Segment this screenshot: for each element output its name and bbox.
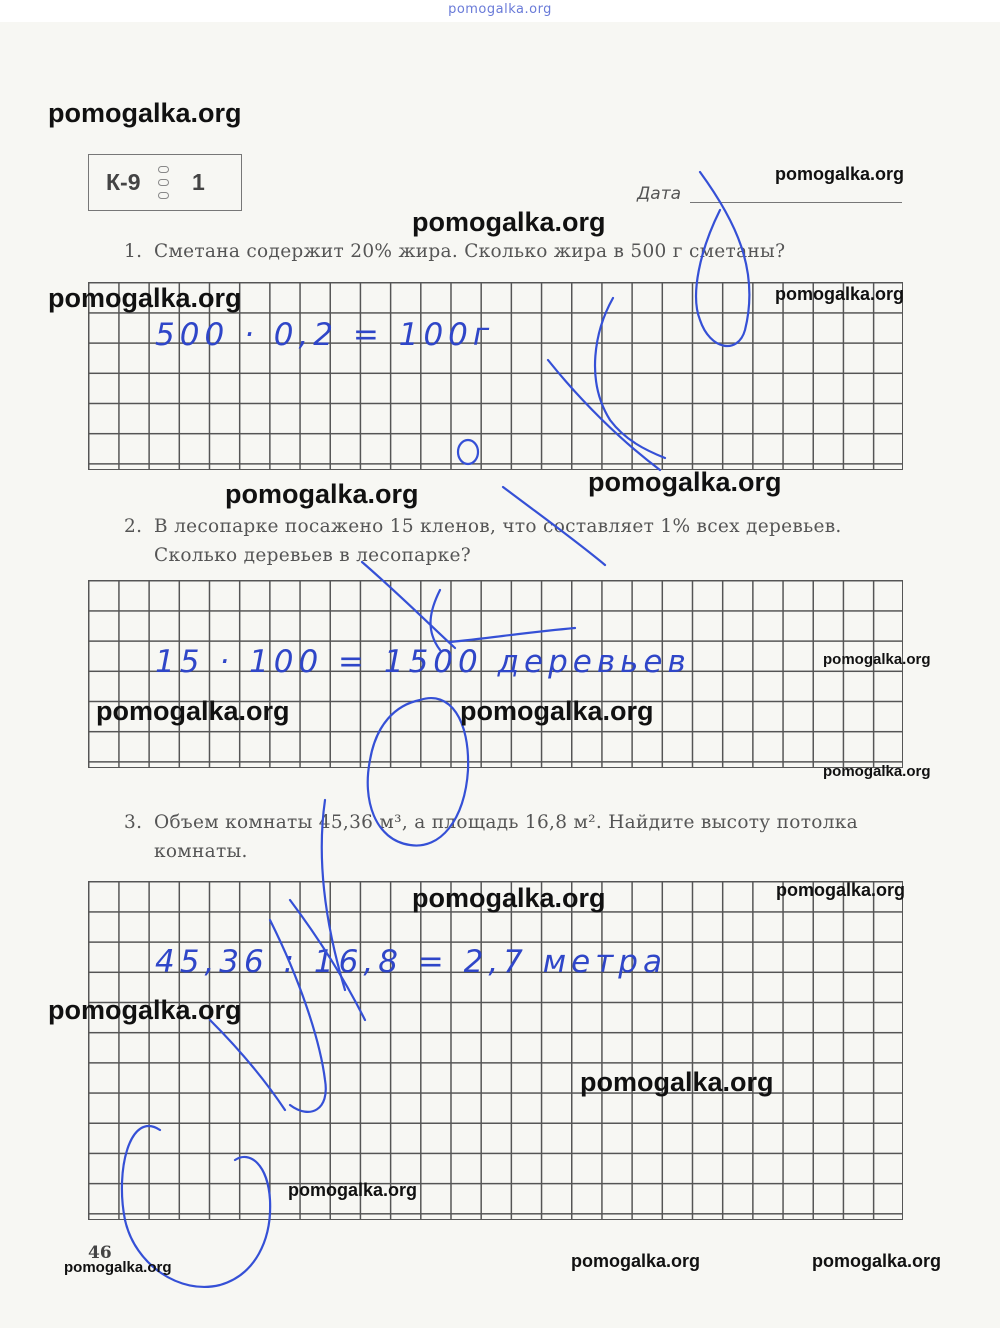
task-text-cont: комнаты. [154,841,248,862]
page-number: 46 [88,1243,112,1263]
watermark[interactable]: pomogalka.org [776,880,906,900]
watermark[interactable]: pomogalka.org [588,467,782,497]
watermark[interactable]: pomogalka.org [48,283,242,313]
watermark[interactable]: pomogalka.org [48,995,242,1025]
task-number: 1. [124,241,143,262]
answer-2: 15 · 100 = 1500 деревьев [155,644,691,680]
top-watermark[interactable]: pomogalka.org [448,2,552,17]
task-number: 3. [124,812,143,833]
watermark[interactable]: pomogalka.org [460,696,654,726]
watermark[interactable]: pomogalka.org [225,479,419,509]
answer-1: 500 · 0,2 = 100г [155,317,495,353]
watermark[interactable]: pomogalka.org [812,1251,942,1271]
watermark[interactable]: pomogalka.org [96,696,290,726]
watermark[interactable]: pomogalka.org [288,1180,418,1200]
task-text: В лесопарке посажено 15 кленов, что составляет 1% всех деревьев. [154,516,842,537]
date-label: Дата [637,184,682,204]
watermark[interactable]: pomogalka.org [64,1259,172,1276]
test-code: К-9 [106,169,141,195]
test-variant: 1 [192,169,205,195]
watermark[interactable]: pomogalka.org [412,207,606,237]
watermark[interactable]: pomogalka.org [571,1251,701,1271]
date-field-line [690,202,902,203]
watermark[interactable]: pomogalka.org [823,651,931,668]
watermark[interactable]: pomogalka.org [775,284,905,304]
watermark[interactable]: pomogalka.org [775,164,905,184]
task-text: Сметана содержит 20% жира. Сколько жира в 500 г сметаны? [154,241,786,262]
task-3 [124,808,914,866]
watermark[interactable]: pomogalka.org [48,98,242,128]
answer-grid-3 [88,880,906,1220]
task-text-cont: Сколько деревьев в лесопарке? [154,545,471,566]
task-text: Объем комнаты 45,36 м³, а площадь 16,8 м². Найдите высоту потолка [154,812,858,833]
task-2 [124,512,914,570]
task-number: 2. [124,516,143,537]
task-1 [124,237,914,266]
watermark[interactable]: pomogalka.org [823,763,931,780]
watermark[interactable]: pomogalka.org [412,883,606,913]
answer-3: 45,36 : 16,8 = 2,7 метра [155,944,667,980]
watermark[interactable]: pomogalka.org [580,1067,774,1097]
binding-rings-icon [156,163,170,203]
test-badge [88,154,242,211]
